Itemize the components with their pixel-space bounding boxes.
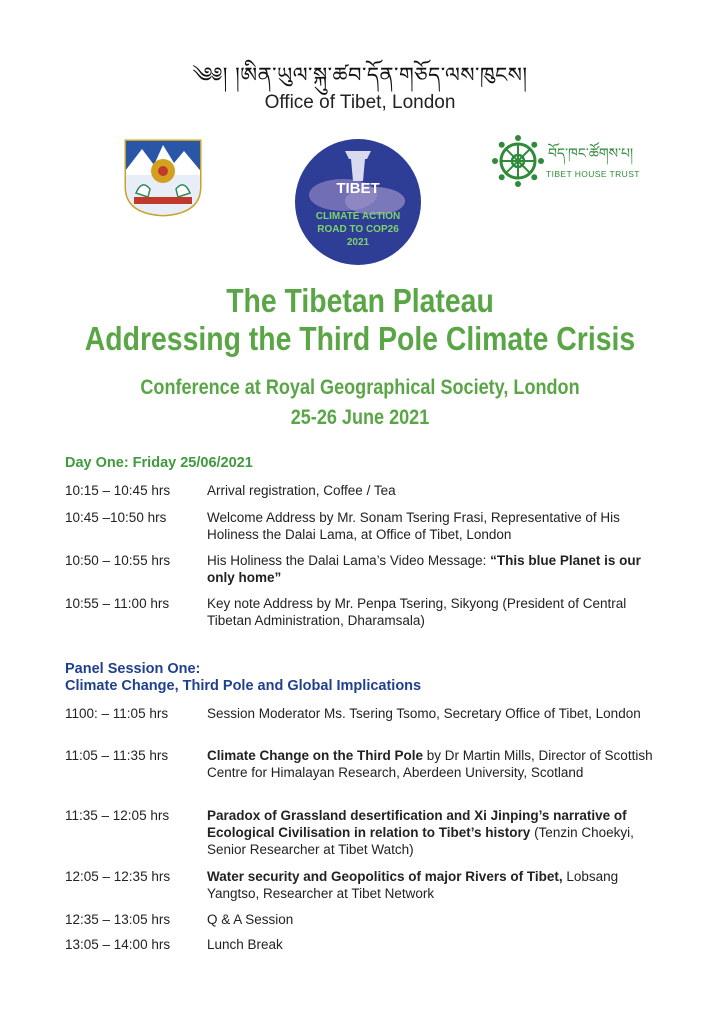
tht-name: TIBET HOUSE TRUST bbox=[546, 169, 640, 179]
schedule-desc: Welcome Address by Mr. Sonam Tsering Frasi, Representative of His Holiness the Dalai Lama, at Office of Tibet, London bbox=[207, 510, 620, 542]
tibetan-emblem-logo bbox=[122, 135, 204, 217]
schedule-time: 10:55 – 11:00 hrs bbox=[65, 596, 170, 611]
tibet-house-trust-logo bbox=[490, 133, 650, 193]
schedule-time: 11:05 – 11:35 hrs bbox=[65, 748, 169, 763]
schedule-desc bbox=[207, 552, 667, 586]
schedule-desc bbox=[207, 807, 667, 858]
schedule-desc-bold: Climate Change on the Third Pole bbox=[207, 748, 424, 763]
schedule-time: 10:15 – 10:45 hrs bbox=[65, 483, 171, 498]
cop-logo-line2: CLIMATE ACTION bbox=[315, 211, 401, 222]
conference-dates: 25-26 June 2021 bbox=[290, 406, 430, 429]
schedule-desc bbox=[207, 868, 667, 902]
cop-logo-line4: 2021 bbox=[346, 237, 370, 248]
panel-one-heading bbox=[65, 661, 421, 695]
schedule-desc: Lunch Break bbox=[207, 937, 283, 952]
schedule-time: 12:35 – 13:05 hrs bbox=[65, 912, 171, 927]
title-line-2: Addressing the Third Pole Climate Crisis bbox=[84, 320, 636, 357]
schedule-time: 13:05 – 14:00 hrs bbox=[65, 937, 171, 952]
schedule-desc: Arrival registration, Coffee / Tea bbox=[207, 483, 396, 498]
panel-one-heading-line1: Panel Session One: bbox=[65, 661, 201, 677]
tibetan-script-header: ༄༅། །ཨིན་ཡུལ་སྐུ་ཚབ་དོན་གཅོད་ལས་ཁུངས། bbox=[192, 63, 528, 87]
schedule-desc: Key note Address by Mr. Penpa Tsering, Sikyong (President of Central Tibetan Administration, Dharamsala) bbox=[207, 596, 627, 628]
office-name: Office of Tibet, London bbox=[264, 92, 456, 113]
schedule-time: 11:35 – 12:05 hrs bbox=[65, 808, 170, 823]
schedule-time: 12:05 – 12:35 hrs bbox=[65, 869, 171, 884]
schedule-desc bbox=[207, 747, 667, 781]
cop-logo-line3: ROAD TO COP26 bbox=[317, 224, 399, 235]
schedule-desc-bold: “This blue Planet is our only home” bbox=[207, 553, 641, 585]
title-line-1: The Tibetan Plateau bbox=[226, 282, 494, 319]
schedule-desc: Q & A Session bbox=[207, 912, 294, 927]
schedule-time: 10:50 – 10:55 hrs bbox=[65, 553, 171, 568]
panel-one-heading-line2: Climate Change, Third Pole and Global Implications bbox=[65, 678, 422, 694]
schedule-desc-plain: Lobsang Yangtso, Researcher at Tibet Network bbox=[207, 869, 619, 901]
schedule-time: 1100: – 11:05 hrs bbox=[65, 706, 169, 721]
schedule-desc-plain: by Dr Martin Mills, Director of Scottish Centre for Himalayan Research, Aberdeen University, Scotland bbox=[207, 748, 653, 780]
schedule-desc: Session Moderator Ms. Tsering Tsomo, Secretary Office of Tibet, London bbox=[207, 706, 641, 721]
cop-logo-tibet-text: TIBET bbox=[336, 180, 380, 197]
schedule-desc-plain: (Tenzin Choekyi, Senior Researcher at Tibet Watch) bbox=[207, 825, 634, 857]
day-one-heading: Day One: Friday 25/06/2021 bbox=[65, 455, 253, 471]
schedule-time: 10:45 –10:50 hrs bbox=[65, 510, 167, 525]
schedule-desc-bold: Paradox of Grassland desertification and Xi Jinping’s narrative of Ecological Civilisation in relation to Tibet’s history bbox=[207, 808, 627, 840]
climate-action-cop26-logo bbox=[293, 137, 423, 267]
dharma-wheel-icon bbox=[490, 133, 546, 189]
tht-tibetan-script: བོད་ཁང་ཚོགས་པ། bbox=[548, 146, 634, 162]
conference-venue: Conference at Royal Geographical Society, London bbox=[140, 376, 580, 399]
schedule-desc-bold: Water security and Geopolitics of major Rivers of Tibet, bbox=[207, 869, 563, 884]
schedule-desc-plain: His Holiness the Dalai Lama’s Video Message: bbox=[207, 553, 491, 568]
